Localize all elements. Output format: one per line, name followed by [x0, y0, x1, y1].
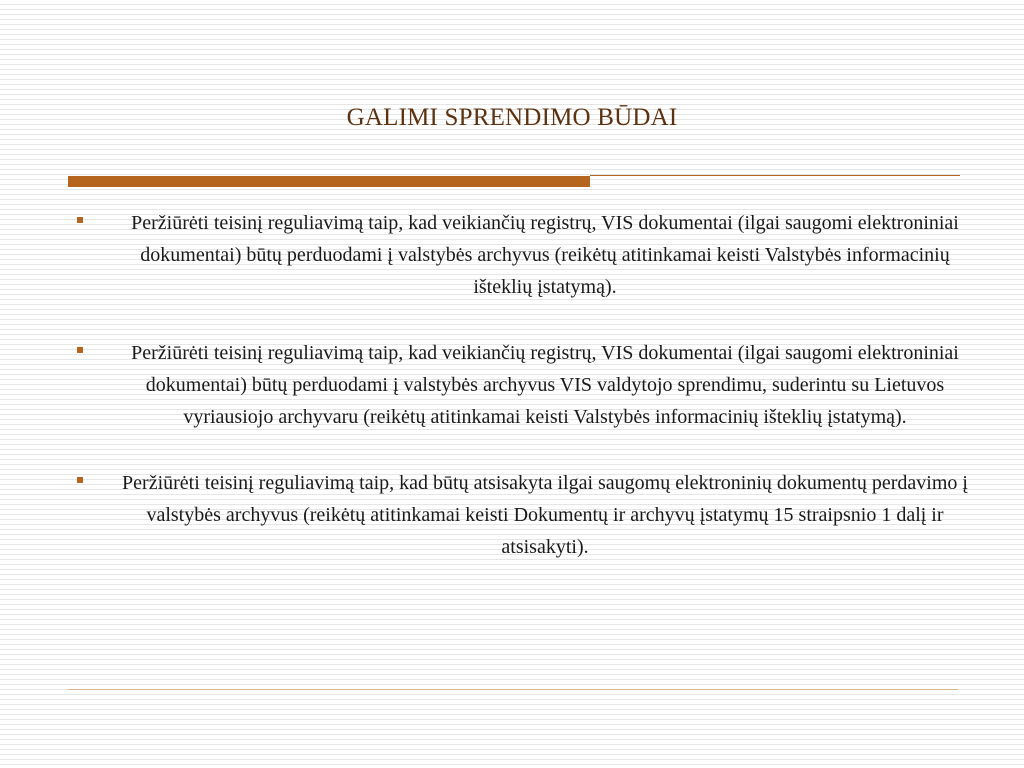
slide-title: GALIMI SPRENDIMO BŪDAI: [346, 104, 678, 131]
square-bullet-icon: [77, 477, 83, 483]
title-underline-line: [590, 175, 960, 176]
bullet-text: Peržiūrėti teisinį reguliavimą taip, kad veikiančių registrų, VIS dokumentai (ilgai saugomi elektroniniai dokumentai) būtų perduodami į valstybės archyvus VIS valdytojo sprendimu, suderintu su Lietuvos vyriausiojo archyvaru (reikėtų atitinkamai keisti Valstybės informacinių išteklių įstatymą).: [131, 342, 959, 428]
bullet-item-2: [70, 337, 970, 433]
bullet-item-3: [70, 467, 970, 563]
footer-divider: [68, 689, 958, 690]
bullet-text: Peržiūrėti teisinį reguliavimą taip, kad būtų atsisakyta ilgai saugomų elektroninių dokumentų perdavimo į valstybės archyvus (reikėtų atitinkamai keisti Dokumentų ir archyvų įstatymų 15 straipsnio 1 dalį ir atsisakyti).: [122, 472, 968, 558]
title-underline-bar: [68, 176, 590, 187]
bullet-list: [70, 207, 970, 597]
square-bullet-icon: [77, 217, 83, 223]
bullet-item-1: [70, 207, 970, 303]
square-bullet-icon: [77, 347, 83, 353]
bullet-text: Peržiūrėti teisinį reguliavimą taip, kad veikiančių registrų, VIS dokumentai (ilgai saugomi elektroniniai dokumentai) būtų perduodami į valstybės archyvus (reikėtų atitinkamai keisti Valstybės informacinių išteklių įstatymą).: [131, 212, 959, 298]
